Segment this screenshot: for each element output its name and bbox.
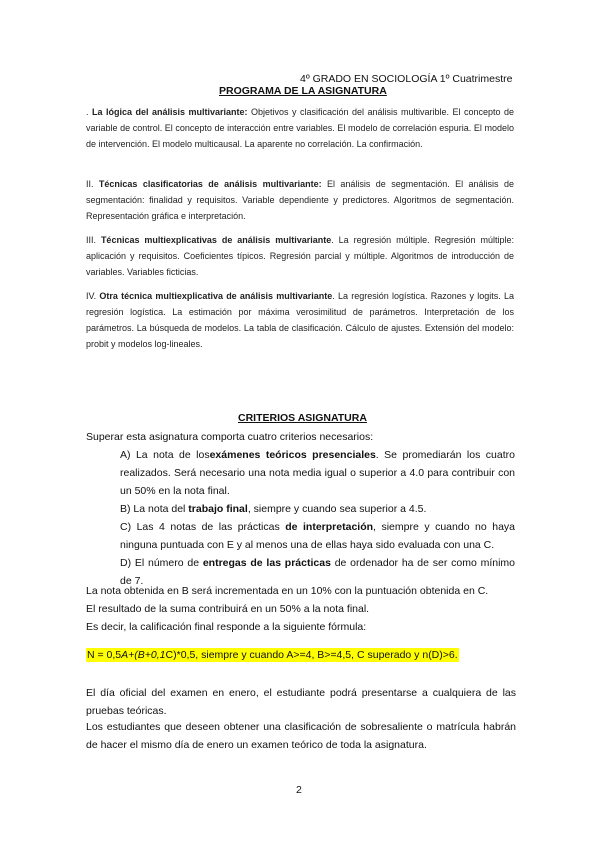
section-heading: Otra técnica multiexplicativa de análisis multivariante [99,291,333,301]
section-text: Objetivos y clasificación del análisis multivarible. El concepto de variable de control. El concepto de interacción entre variables. El modelo de correlación espuria. El modelo de intervención. El modelo multicausal. La aparente no correlación. La confirmación. [86,107,514,149]
section-prefix: . [86,107,92,117]
program-title: PROGRAMA DE LA ASIGNATURA [219,85,387,97]
section-heading: La lógica del análisis multivariante: [92,107,248,117]
program-section-3 [86,232,514,280]
criterion-a: A) La nota de losexámenes teóricos presenciales. Se promediarán los cuatro realizados. Será necesario una nota media igual o superior a 4.0 para contribuir con un 50% en la nota final. [120,449,515,497]
criteria-title: CRITERIOS ASIGNATURA [238,412,367,424]
section-prefix: II. [86,179,99,189]
program-section-2 [86,176,514,224]
section-text: El análisis de segmentación. El análisis de segmentación: finalidad y requisitos. Variable dependiente y predictores. Algoritmos de segmentación. Representación gráfica e interpretación. [86,179,514,221]
criteria-note-3: Es decir, la calificación final responde a la siguiente fórmula: [86,621,367,633]
closing-paragraph-2: Los estudiantes que deseen obtener una clasificación de sobresaliente o matrícula habrán de hacer el mismo día de enero un examen teórico de toda la asignatura. [86,721,516,751]
program-section-1 [86,104,514,152]
criteria-note-2: El resultado de la suma contribuirá en un 50% a la nota final. [86,603,370,615]
section-text: . La regresión logística. Razones y logits. La regresión logística. La estimación por máxima verosimilitud de parámetros. Interpretación de los parámetros. La búsqueda de modelos. La tabla de clasificación. Cálculo de ajustes. Extensión del modelo: probit y modelos log-lineales. [86,291,514,349]
section-heading: Técnicas multiexplicativas de análisis multivariante [100,235,332,245]
section-prefix: III. [86,235,101,245]
section-text: . La regresión múltiple. Regresión múltiple: aplicación y requisitos. Coeficientes típicos. Regresión parcial y múltiple. Algoritmos de introducción de variables. Variables ficticias. [86,235,514,277]
criteria-intro: Superar esta asignatura comporta cuatro criterios necesarios: [86,431,374,443]
section-heading: Técnicas clasificatorias de análisis multivariante: [98,179,322,189]
program-section-4 [86,288,514,352]
criterion-c: C) Las 4 notas de las prácticas de interpretación, siempre y cuando no haya ninguna puntuada con E y al menos una de ellas haya sido evaluada con una C. [120,521,516,551]
course-header: 4º GRADO EN SOCIOLOGÍA 1º Cuatrimestre [300,73,513,85]
closing-paragraph-1: El día oficial del examen en enero, el estudiante podrá presentarse a cualquiera de las pruebas teóricas. [86,687,516,717]
criterion-d: D) El número de entregas de las prácticas de ordenador ha de ser como mínimo de 7. [120,557,516,587]
criterion-b: B) La nota del trabajo final, siempre y cuando sea superior a 4.5. [120,503,427,515]
criteria-note-1: La nota obtenida en B será incrementada en un 10% con la puntuación obtenida en C. [86,585,489,597]
section-prefix: IV. [86,291,100,301]
page-number: 2 [296,784,302,796]
grading-formula: N = 0,5A+(B+0,1C)*0,5, siempre y cuando A>=4, B>=4,5, C superado y n(D)>6. [87,649,458,661]
